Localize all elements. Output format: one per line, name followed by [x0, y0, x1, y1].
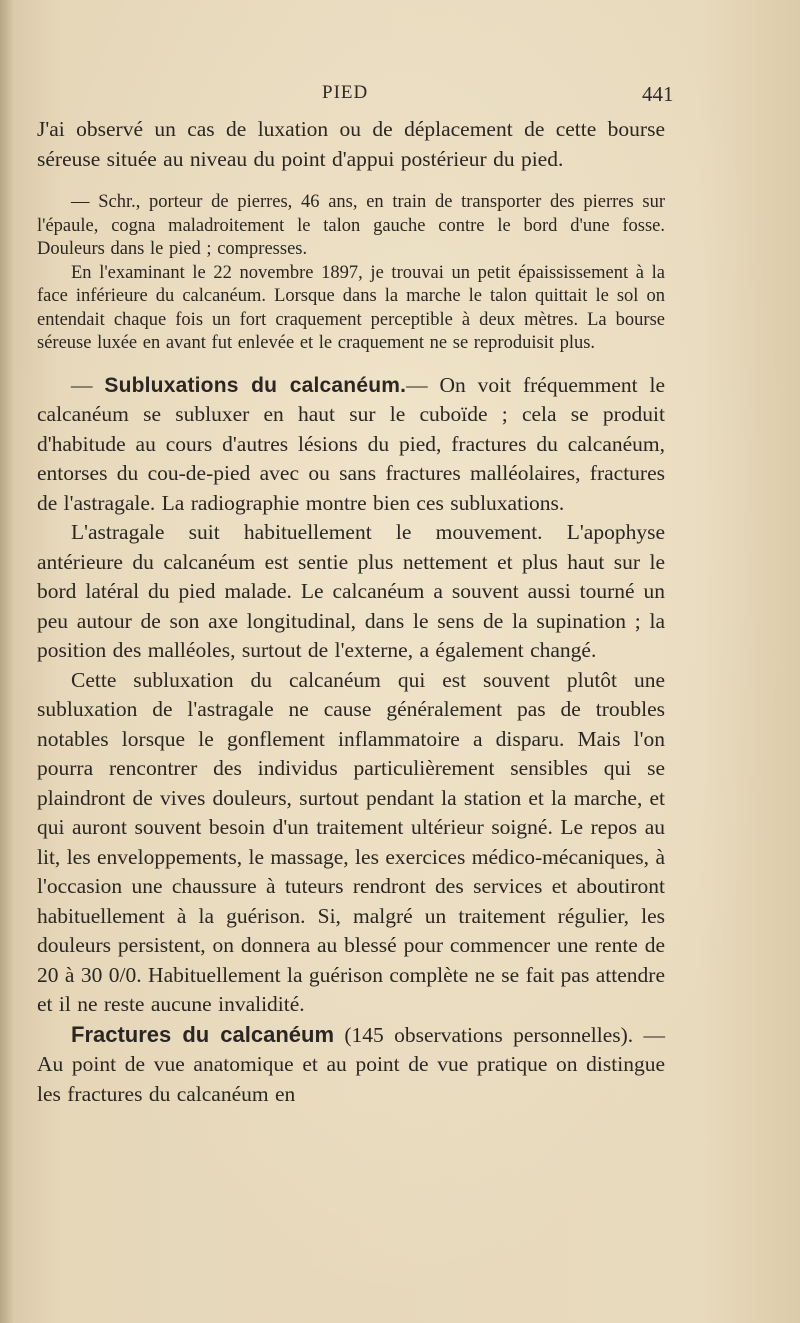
spacer [37, 356, 665, 371]
dash: — [71, 372, 105, 397]
paragraph-subluxations-body: — On voit fréquemment le calcanéum se subluxer en haut sur le cuboïde ; cela se produit d'habitude au cours d'autres lésions du pied, fractures du calcanéum, entorses du cou-de-pied avec ou sans fractures malléolaires, fractures de l'astragale. La radiographie montre bien ces subluxations. [37, 372, 665, 515]
paragraph-fractures [37, 1020, 665, 1110]
spacer [37, 174, 665, 191]
body-text [37, 115, 665, 1109]
section-heading-subluxations: Subluxations du calcanéum. [104, 373, 407, 397]
paragraph-case-schr: — Schr., porteur de pierres, 46 ans, en train de transporter des pierres sur l'épaule, cogna maladroitement le talon gauche contre le bord d'une fosse. Douleurs dans le pied ; compresses. [37, 192, 665, 259]
paragraph-luxation-intro: J'ai observé un cas de luxation ou de déplacement de cette bourse séreuse située au niveau du point d'appui postérieur du pied. [37, 117, 665, 171]
page-header [0, 82, 800, 106]
paragraph-subluxations [37, 371, 665, 519]
paragraph-fractures-body: (145 observations personnelles). — Au point de vue anatomique et au point de vue pratique on distingue les fractures du calcanéum en [37, 1022, 665, 1106]
running-title: PIED [322, 82, 369, 103]
page-number: 441 [642, 82, 674, 106]
paragraph-case-examination: En l'examinant le 22 novembre 1897, je trouvai un petit épaississement à la face inférieure du calcanéum. Lorsque dans la marche le talon quittait le sol on entendait chaque fois un fort craquement perceptible à deux mètres. La bourse séreuse luxée en avant fut enlevée et le craquement ne se reproduisit plus. [37, 262, 665, 353]
paragraph-treatment: Cette subluxation du calcanéum qui est souvent plutôt une subluxation de l'astragale ne cause généralement pas de troubles notables lorsque le gonflement inflammatoire a disparu. Mais l'on pourra rencontrer des individus particulièrement sensibles qui se plaindront de vives douleurs, surtout pendant la station et la marche, et qui auront souvent besoin d'un traitement ultérieur soigné. Le repos au lit, les enveloppements, le massage, les exercices médico-mécaniques, à l'occasion une chaussure à tuteurs rendront des services et aboutiront habituellement à la guérison. Si, malgré un traitement régulier, les douleurs persistent, on donnera au blessé pour commencer une rente de 20 à 30 0/0. Habituellement la guérison complète ne se fait pas attendre et il ne reste aucune invalidité. [37, 667, 665, 1016]
paragraph-astragale: L'astragale suit habituellement le mouvement. L'apophyse antérieure du calcanéum est sentie plus nettement et plus haut sur le bord latéral du pied malade. Le calcanéum a souvent aussi tourné un peu autour de son axe longitudinal, dans le sens de la supination ; la position des malléoles, surtout de l'externe, a également changé. [37, 520, 665, 662]
page-edge-shadow [0, 0, 14, 1323]
section-heading-fractures: Fractures du calcanéum [71, 1021, 335, 1047]
